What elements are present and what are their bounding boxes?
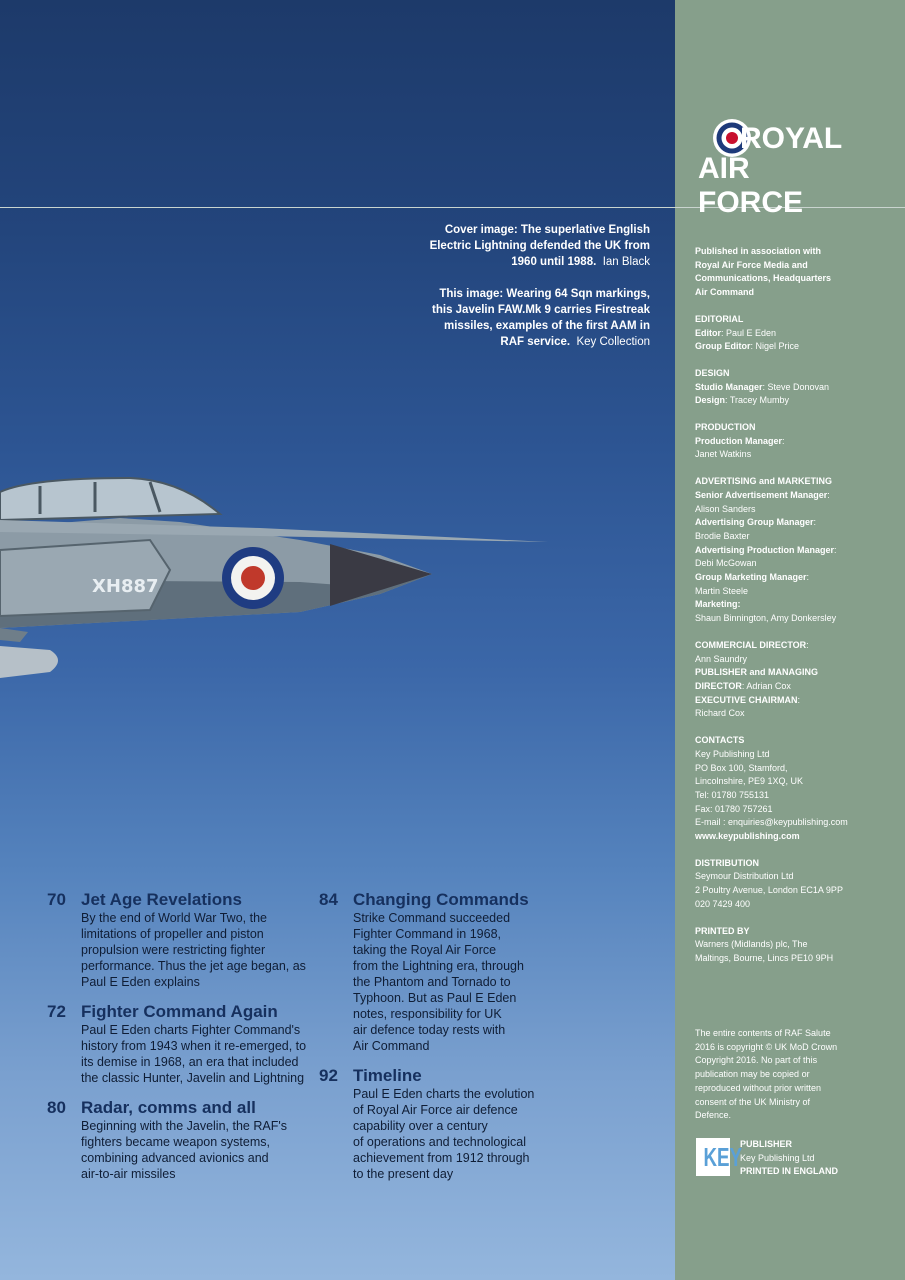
toc-description: By the end of World War Two, the limitations of propeller and piston propulsion were restricting fighter performance. Thus the jet age began, as Paul E Eden explains	[81, 911, 306, 989]
toc-title: Fighter Command Again	[81, 1002, 278, 1021]
publisher-intro: Published in association with Royal Air Force Media and Communications, Headquarters Air Command	[695, 246, 832, 298]
caption-text: This image: Wearing 64 Sqn markings, this Javelin FAW.Mk 9 carries Firestreak missiles, examples of the first AAM in RAF service.	[432, 288, 650, 348]
toc-item-92[interactable]	[319, 1066, 559, 1186]
key-publishing-logo: KEY	[696, 1138, 730, 1176]
inner-caption	[420, 286, 650, 350]
editorial-section: EDITORIAL Editor: Paul E Eden Group Editor: Nigel Price	[695, 313, 800, 352]
commercial-section: COMMERCIAL DIRECTOR: Ann Saundry PUBLISHER and MANAGING DIRECTOR: Adrian Cox EXECUTIVE CHAIRMAN: Richard Cox	[695, 639, 819, 719]
copyright-notice: The entire contents of RAF Salute 2016 is copyright © UK MoD Crown Copyright 2016. No part of this publication may be copied or reproduced without prior written consent of the UK Ministry of Defence.	[695, 1028, 838, 1121]
printed-by-section: PRINTED BY Warners (Midlands) plc, The Maltings, Bourne, Lincs PE10 9PH	[695, 925, 834, 963]
publisher-block: PUBLISHER Key Publishing Ltd PRINTED IN ENGLAND	[740, 1139, 839, 1177]
toc-item-72[interactable]	[47, 1002, 317, 1092]
distribution-section: DISTRIBUTION Seymour Distribution Ltd 2 Poultry Avenue, London EC1A 9PP 020 7429 400	[695, 857, 843, 909]
design-section: DESIGN Studio Manager: Steve Donovan Design: Tracey Mumby	[695, 367, 830, 406]
caption-credit: Ian Black	[602, 256, 650, 268]
toc-page-number: 80	[47, 1098, 66, 1117]
caption-credit: Key Collection	[576, 336, 650, 348]
toc-item-80[interactable]	[47, 1098, 317, 1188]
cover-caption	[420, 222, 650, 270]
toc-description: Paul E Eden charts the evolution of Royal Air Force air defence capability over a century of operations and technological achievement from 1912 through to the present day	[353, 1087, 535, 1181]
logo-line2: AIR FORCE	[698, 152, 803, 219]
toc-page-number: 72	[47, 1002, 66, 1021]
toc-title: Radar, comms and all	[81, 1098, 256, 1117]
website-link[interactable]: www.keypublishing.com	[695, 831, 800, 842]
aircraft-serial: XH887	[92, 576, 159, 597]
toc-page-number: 70	[47, 890, 66, 909]
image-captions	[420, 222, 650, 366]
javelin-aircraft-image	[0, 470, 560, 700]
toc-title: Timeline	[353, 1066, 422, 1085]
production-section: PRODUCTION Production Manager: Janet Watkins	[695, 422, 785, 460]
toc-item-84[interactable]	[319, 890, 559, 1060]
toc-page-number: 84	[319, 890, 338, 909]
toc-page-number: 92	[319, 1066, 338, 1085]
advertising-section: ADVERTISING and MARKETING Senior Advertisement Manager: Alison Sanders Advertising Group Manager: Brodie Baxter Advertising Production Manager: Debi McGowan Group Marketing Manager: Martin Steele Marketing: Shaun Binnington, Amy Donkersley	[695, 476, 837, 624]
contacts-section: CONTACTS Key Publishing Ltd PO Box 100, Stamford, Lincolnshire, PE9 1XQ, UK Tel: 01780 755131 Fax: 01780 757261 E-mail : enquiries@keypublishing.com www.keypublishing.com	[695, 734, 895, 844]
caption-text: Cover image: The superlative English Electric Lightning defended the UK from 1960 until 1988.	[429, 224, 650, 268]
toc-title: Changing Commands	[353, 890, 529, 909]
toc-title: Jet Age Revelations	[81, 890, 242, 909]
toc-item-70[interactable]	[47, 890, 317, 1000]
raf-logo	[698, 118, 852, 219]
toc-description: Beginning with the Javelin, the RAF's fighters became weapon systems, combining advanced avionics and air-to-air missiles	[81, 1119, 287, 1181]
logo-line1: ROYAL	[740, 122, 843, 155]
toc-description: Strike Command succeeded Fighter Command in 1968, taking the Royal Air Force from the Lightning era, through the Phantom and Tornado to Typhoon. But as Paul E Eden notes, responsibility for UK air defence today rests with Air Command	[353, 911, 524, 1053]
toc-description: Paul E Eden charts Fighter Command's history from 1943 when it re-emerged, to its demise in 1968, an era that included the classic Hunter, Javelin and Lightning	[81, 1023, 307, 1085]
masthead-credits	[695, 245, 895, 966]
